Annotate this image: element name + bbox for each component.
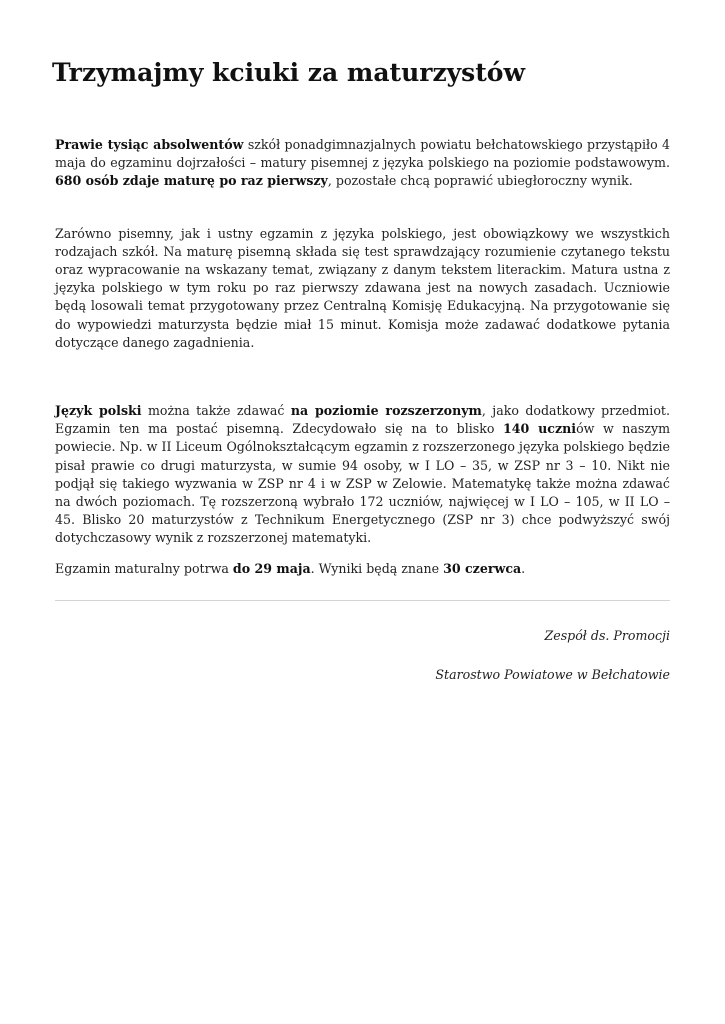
paragraph-intro [55, 136, 670, 191]
bold-extended-level: na poziomie rozszerzonym [290, 403, 482, 419]
paragraph-extended-level [55, 402, 670, 548]
text-segment: . [521, 560, 526, 576]
paragraph-dates [55, 560, 670, 578]
text-segment: . Wyniki będą znane [310, 560, 444, 576]
signature-team: Zespół ds. Promocji [544, 627, 670, 643]
article-title: Trzymajmy kciuki za maturzystów [52, 58, 525, 87]
bold-polish-language: Język polski [55, 403, 142, 419]
text-segment: można także zdawać [141, 403, 291, 419]
text-segment: , pozostałe chcą poprawić ubiegłoroczny wynik. [327, 173, 633, 189]
divider [55, 600, 670, 601]
bold-end-date: do 29 maja [232, 560, 311, 576]
paragraph-exam-structure: Zarówno pisemny, jak i ustny egzamin z języka polskiego, jest obowiązkowy we wszystkich rodzajach szkół. Na maturę pisemną składa się test sprawdzający rozumienie czytanego tekstu oraz wypracowanie na wskazany temat, związany z danym tekstem literackim. Matura ustna z języka polskiego w tym roku po raz pierwszy zdawana jest na nowych zasadach. Uczniowie będą losowali temat przygotowany przez Centralną Komisję Edukacyjną. Na przygotowanie się do wypowiedzi maturzysta będzie miał 15 minut. Komisja może zadawać dodatkowe pytania dotyczące danego zagadnienia. [55, 225, 670, 350]
text-segment: , jako dodatkowy przedmiot. Egzamin ten ma postać pisemną. Zdecydowało się na to blisko [55, 403, 670, 437]
text-segment: szkół ponadgimnazjalnych powiatu bełchatowskiego przystąpiło 4 maja do egzaminu dojrzałości – matury pisemnej z języka polskiego na poziomie podstawowym. [55, 137, 670, 171]
text-segment: Egzamin maturalny potrwa [55, 560, 233, 576]
bold-first-time-count: 680 osób zdaje maturę po raz pierwszy [55, 173, 328, 189]
article-body [55, 136, 670, 684]
text-segment: ów w naszym powiecie. Np. w II Liceum Ogólnokształcącym egzamin z rozszerzonego języka polskiego będzie pisał prawie co drugi maturzysta, w sumie 94 osoby, w I LO – 35, w ZSP nr 3 – 10. Nikt nie podjął się takiego wyzwania w ZSP nr 4 i w ZSP w Zelowie. Matematykę także można zdawać na dwóch poziomach. Tę rozszerzoną wybrało 172 uczniów, najwięcej w I LO – 105, w II LO – 45. Blisko 20 maturzystów z Technikum Energetycznego (ZSP nr 3) chce podwyższyć swój dotychczasowy wynik z rozszerzonej matematyki. [55, 421, 671, 546]
bold-graduates-count: Prawie tysiąc absolwentów [55, 137, 244, 152]
bold-student-count: 140 uczni [502, 421, 577, 437]
bold-results-date: 30 czerwca [443, 560, 522, 576]
signature-office: Starostwo Powiatowe w Bełchatowie [435, 666, 670, 682]
